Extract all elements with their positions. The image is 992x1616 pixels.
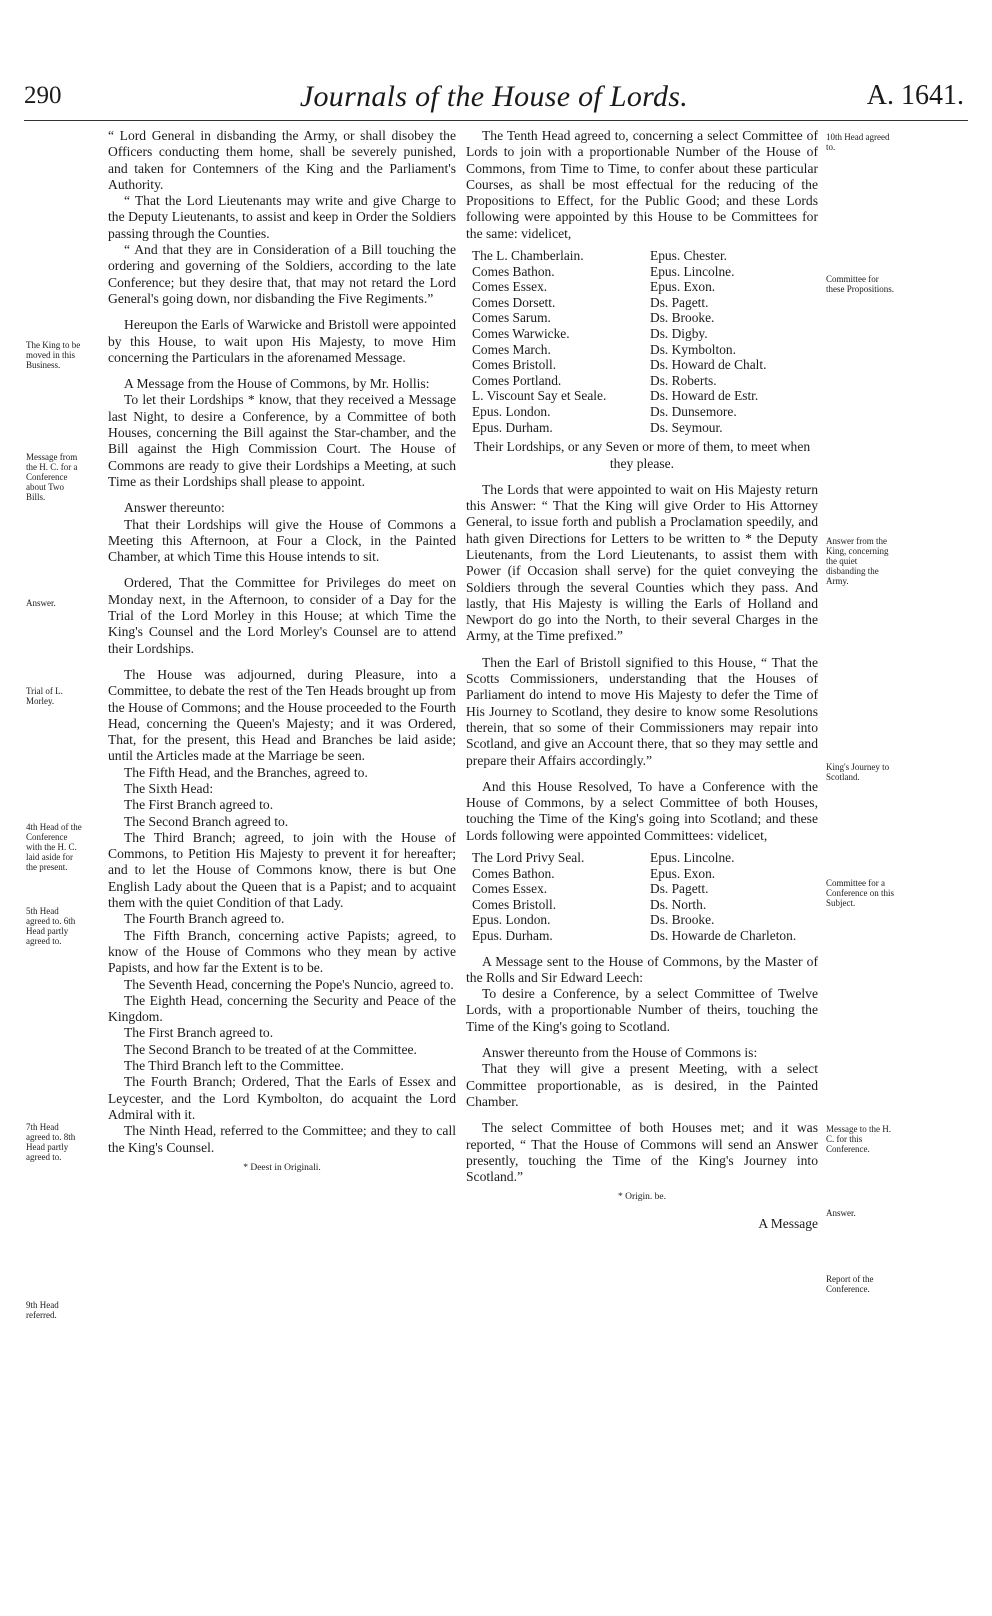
margin-note: Trial of L. Morley. [26,686,63,706]
committee-names-right [650,850,818,944]
committee-member: Comes March. [472,341,551,357]
margin-note: Report of the Conference. [826,1274,874,1294]
paragraph: The select Committee of both Houses met; and it was reported, “ That the House of Commons will send an Answer presently, touching the Time of the King's Journey into Scotland.” [466,1120,818,1185]
paragraph: That their Lordships will give the House of Commons a Meeting this Afternoon, at Four a Clock, in the Painted Chamber, at which Time this House intends to sit. [108,516,456,565]
committee-member: L. Viscount Say et Seale. [472,388,607,404]
committee-member: Comes Warwicke. [472,326,570,342]
paragraph: That they will give a present Meeting, with a select Committee proportionable, as is desired, in the Painted Chamber. [466,1061,818,1109]
margin-note: Answer. [26,598,56,608]
paragraph: “ Lord General in disbanding the Army, or shall disobey the Officers conducting them home, shall be severely punished, and taken for Contemners of the King and the Parliament's Authority. [108,128,456,192]
committee-member: Comes Essex. [472,279,548,295]
catchword: A Message [758,1215,818,1231]
right-column [466,128,818,1232]
margin-note: 9th Head referred. [26,1300,59,1320]
footnote: * Origin. be. [617,1192,667,1203]
committee-member: Epus. Exon. [650,865,716,881]
committee-member: Ds. Howard de Estr. [650,388,759,404]
committee-member: Ds. Brooke. [650,912,715,928]
paragraph: The Third Branch; agreed, to join with the House of Commons, to Petition His Majesty to prevent it for hereafter; and to let the House of Commons know, there is but One English Lady about the Queen that is a Papist; and to acquaint them with the quiet Condition of that Lady. [108,829,456,911]
committee-member: Epus. Lincolne. [650,263,735,279]
margin-note: 7th Head agreed to. 8th Head partly agreed to. [26,1122,76,1162]
paragraph: The Second Branch agreed to. [124,813,289,829]
margin-note: Message from the H. C. for a Conference about Two Bills. [26,452,78,502]
committee-member: Comes Essex. [472,881,548,897]
paragraph: The Sixth Head: [124,780,214,796]
margin-note: 5th Head agreed to. 6th Head partly agreed to. [26,906,76,946]
paragraph: A Message from the House of Commons, by Mr. Hollis: [124,376,430,392]
paragraph: The First Branch agreed to. [124,797,274,813]
committee-names-left [472,248,636,435]
committee-member: Comes Bathon. [472,865,555,881]
committee-member: Epus. London. [472,912,551,928]
paragraph: The Fifth Head, and the Branches, agreed to. [124,764,368,780]
header-rule [24,120,968,121]
footnote: * Deest in Originali. [243,1162,321,1173]
committee-member: Ds. Dunsemore. [650,404,737,420]
committee-member: Comes Bathon. [472,263,555,279]
paragraph: The Fifth Branch, concerning active Papists; agreed, to know of the House of Commons who they mean by active Papists, and how far the Extent is to be. [108,927,456,976]
committee-member: Comes Bristoll. [472,357,557,373]
committee-member: Epus. London. [472,404,551,420]
paragraph: “ And that they are in Consideration of a Bill touching the ordering and governing of the Soldiers, according to the late Conference; but they desire that, that may not retard the Lord General's going down, nor disbanding the Five Regiments.” [108,242,456,306]
committee-member: Ds. North. [650,896,707,912]
margin-note: Committee for a Conference on this Subject. [826,878,894,908]
committee-member: The Lord Privy Seal. [472,850,585,866]
paragraph: The Fourth Branch agreed to. [124,911,285,927]
margin-note: The King to be moved in this Business. [26,340,81,370]
committee-member: Ds. Pagett. [650,881,709,897]
paragraph: The Tenth Head agreed to, concerning a select Committee of Lords to join with a proportionable Number of the House of Commons, from Time to Time, to confer about these particular Courses, as shall be most effectual for the reducing of the Propositions to Effect, for the Public Good; and these Lords following were appointed by this House to be Committees for the same: videlicet, [466,128,818,241]
paragraph: The Eighth Head, concerning the Security and Peace of the Kingdom. [108,992,456,1025]
margin-note: Answer. [826,1208,856,1218]
committee-member: Comes Bristoll. [472,896,557,912]
committee-member: Epus. Chester. [650,248,728,264]
committee-member: Ds. Kymbolton. [650,341,736,357]
committee-member: Epus. Exon. [650,279,716,295]
paragraph: Their Lordships, or any Seven or more of them, to meet when they please. [473,439,811,471]
committee-member: Ds. Howarde de Charleton. [650,928,797,943]
paragraph: The Third Branch left to the Committee. [124,1058,344,1074]
paragraph: Answer thereunto from the House of Commons is: [482,1045,758,1061]
margin-note: King's Journey to Scotland. [826,762,890,782]
journal-title: Journals of the House of Lords. [299,80,689,113]
committee-member: Epus. Durham. [472,928,553,943]
margin-note: 4th Head of the Conference with the H. C. laid aside for the present. [26,822,82,872]
margin-note: 10th Head agreed to. [826,132,890,152]
committee-member: Ds. Seymour. [650,419,723,435]
committee-member: Ds. Howard de Chalt. [650,357,767,373]
committee-member: Ds. Digby. [650,326,708,342]
committee-member: Comes Sarum. [472,310,551,326]
committee-member: Ds. Pagett. [650,294,709,310]
paragraph: The Ninth Head, referred to the Committee; and they to call the King's Counsel. [108,1123,456,1155]
paragraph: To desire a Conference, by a select Committee of Twelve Lords, with a proportionable Number of theirs, touching the Time of the King's going to Scotland. [466,986,818,1034]
paragraph: Then the Earl of Bristoll signified to this House, “ That the Scotts Commissioners, understanding that the Houses of Parliament do intend to move His Majesty to defer the Time of His Journey to Scotland, they desire to know some Resolutions therein, that so some of their Commissioners may repair into Scotland, and give an Account there, that so they may settle and prepare their Affairs accordingly.” [466,654,818,768]
committee-member: Epus. Lincolne. [650,850,735,866]
paragraph: A Message sent to the House of Commons, by the Master of the Rolls and Sir Edward Leech: [466,953,818,985]
paragraph: Hereupon the Earls of Warwicke and Bristoll were appointed by this House, to wait upon His Majesty, to move Him concerning the Particulars in the aforenamed Message. [108,317,456,365]
paragraph: “ That the Lord Lieutenants may write and give Charge to the Deputy Lieutenants, to assist and keep in Order the Soldiers passing through the Counties. [108,193,456,241]
year-label: A. 1641. [866,80,964,111]
committee-member: Epus. Durham. [472,419,553,435]
margin-note: Committee for these Propositions. [826,274,895,294]
paragraph: The House was adjourned, during Pleasure, into a Committee, to debate the rest of the Ten Heads brought up from the House of Commons; and the House proceeded to the Fourth Head, concerning the Queen's Majesty; and it was Ordered, That, for the present, this Head and Branches be laid aside; until the Articles made at the Marriage be seen. [108,666,456,764]
paragraph: The Fourth Branch; Ordered, That the Earls of Essex and Leycester, and the Lord Kymbolton, do acquaint the Lord Admiral with it. [108,1074,456,1122]
paragraph: The First Branch agreed to. [124,1025,274,1041]
paragraph: The Second Branch to be treated of at the Committee. [124,1041,417,1057]
paragraph: And this House Resolved, To have a Conference with the House of Commons, by a select Committee of both Houses, touching the Time of the King's going into Scotland; and these Lords following were appointed Committees: videlicet, [466,778,818,843]
committee-member: Ds. Roberts. [650,372,717,388]
committee-member: Comes Dorsett. [472,294,556,310]
committee-member: Ds. Brooke. [650,310,715,326]
left-column [108,128,456,1176]
margin-note: Message to the H. C. for this Conference. [826,1124,891,1154]
page-number: 290 [24,82,62,109]
paragraph: The Lords that were appointed to wait on His Majesty return this Answer: “ That the King will give Order to His Attorney General, to issue forth and publish a Proclamation speedily, and hath given Directions for Letters to be written to * the Deputy Lieutenants, from the Lord Lieutenants, to assist them with Power (if Occasion shall serve) for the quiet conveying the Soldiers through the several Counties which they pass. And lastly, that His Majesty is willing the Earls of Holland and Newport do go into the North, to their several Charges in the Army, at the Time prefixed.” [466,481,818,644]
paragraph: To let their Lordships * know, that they received a Message last Night, to desire a Conference, by a Committee of both Houses, concerning the Bill against the Star-chamber, and the Bill against the High Commission Court. The House of Commons are ready to give their Lordships a Meeting, at such Time as their Lordships shall please to appoint. [108,392,456,489]
committee-names-left [472,850,636,944]
committee-names-right [650,248,818,435]
committee-member: Comes Portland. [472,372,562,388]
committee-member: The L. Chamberlain. [472,248,584,264]
paragraph: Answer thereunto: [124,500,225,516]
running-header [24,78,964,122]
paragraph: Ordered, That the Committee for Privileges do meet on Monday next, in the Afternoon, to consider of a Day for the Trial of the Lord Morley in this House; at which Time the King's Counsel and the Lord Morley's Counsel are to attend their Lordships. [108,575,456,656]
margin-note: Answer from the King, concerning the quiet disbanding the Army. [826,536,889,586]
committee-list [472,248,818,435]
committee-list [472,850,818,944]
paragraph: The Seventh Head, concerning the Pope's Nuncio, agreed to. [124,976,454,992]
